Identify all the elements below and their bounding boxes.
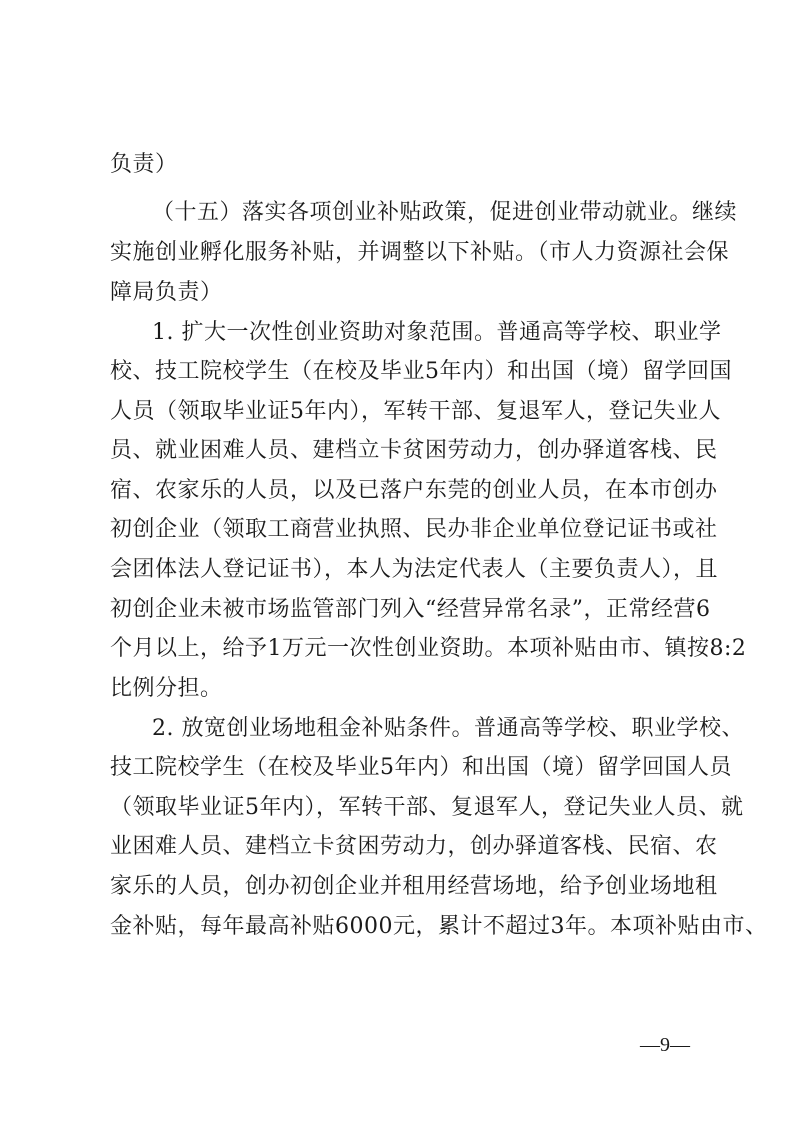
text-line: （领取毕业证5年内），军转干部、复退军人，登记失业人员、就 — [110, 795, 744, 820]
text-line: 人员（领取毕业证5年内），军转干部、复退军人，登记失业人 — [110, 399, 721, 424]
text-line: 金补贴，每年最高补贴6000元，累计不超过3年。本项补贴由市、 — [110, 914, 768, 939]
text-line: 初创企业（领取工商营业执照、民办非企业单位登记证书或社 — [110, 517, 718, 542]
text-line: 比例分担。 — [110, 676, 223, 701]
text-line: 实施创业孵化服务补贴，并调整以下补贴。（市人力资源社会保 — [110, 240, 730, 265]
text-line: 家乐的人员，创办初创企业并租用经营场地，给予创业场地租 — [110, 874, 718, 899]
text-line: 技工院校学生（在校及毕业5年内）和出国（境）留学回国人员 — [110, 755, 732, 780]
text-line: 宿、农家乐的人员，以及已落户东莞的创业人员，在本市创办 — [110, 478, 718, 503]
text-line: （十五）落实各项创业补贴政策，促进创业带动就业。继续 — [152, 200, 738, 225]
text-line: 会团体法人登记证书），本人为法定代表人（主要负责人），且 — [110, 557, 719, 582]
text-line: 个月以上，给予1万元一次性创业资助。本项补贴由市、镇按8:2 — [110, 636, 747, 661]
page-number: —9— — [640, 1034, 690, 1056]
text-line: 1. 扩大一次性创业资助对象范围。普通高等学校、职业学 — [152, 320, 722, 345]
text-line: 员、就业困难人员、建档立卡贫困劳动力，创办驿道客栈、民 — [110, 438, 718, 463]
text-line: 校、技工院校学生（在校及毕业5年内）和出国（境）留学回国 — [110, 359, 732, 384]
text-line: 初创企业未被市场监管部门列入“经营异常名录”，正常经营6 — [110, 597, 711, 622]
text-line: 障局负责） — [110, 280, 223, 305]
text-line: 负责） — [110, 152, 178, 177]
text-line: 2. 放宽创业场地租金补贴条件。普通高等学校、职业学校、 — [152, 716, 744, 741]
text-line: 业困难人员、建档立卡贫困劳动力，创办驿道客栈、民宿、农 — [110, 834, 718, 859]
